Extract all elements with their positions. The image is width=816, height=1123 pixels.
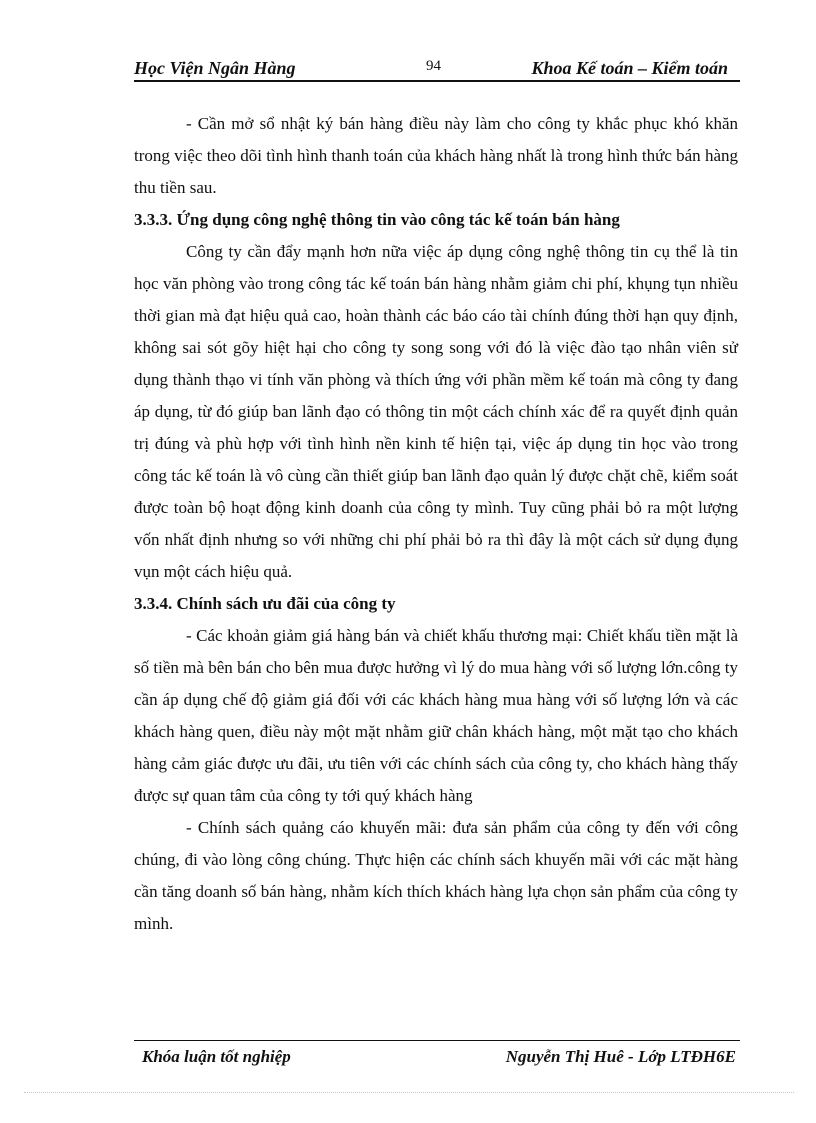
paragraph-promotions: - Chính sách quảng cáo khuyến mãi: đưa sản phẩm của công ty đến với công chúng, đi vào lòng công chúng. Thực hiện các chính sách khuyến mãi với các mặt hàng cần tăng doanh số bán hàng, nhằm kích thích khách hàng lựa chọn sản phẩm của công ty mình. [134,818,738,933]
section-heading-3-3-3: 3.3.3. Ứng dụng công nghệ thông tin vào công tác kế toán bán hàng [134,210,620,229]
page-body [134,108,738,940]
header-institution: Học Viện Ngân Hàng [134,58,296,78]
paragraph-it-application: Công ty cần đẩy mạnh hơn nữa việc áp dụng công nghệ thông tin cụ thể là tin học văn phòng vào trong công tác kế toán bán hàng nhằm giảm chi phí, khụng tụn nhiều thời gian mà đạt hiệu quả cao, hoàn thành các báo cáo tài chính đúng thời hạn quy định, không sai sót gõy hiệt hại cho công ty song song với đó là việc đào tạo nhân viên sử dụng thành thạo vi tính văn phòng và thích ứng với phần mềm kế toán mà công ty đang áp dụng, từ đó giúp ban lãnh đạo có thông tin một cách chính xác để ra quyết định quản trị đúng và phù hợp với tình hình nền kinh tế hiện tại, việc áp dụng tin học vào trong công tác kế toán là vô cùng cần thiết giúp ban lãnh đạo quản lý được chặt chẽ, kiểm soát được toàn bộ hoạt động kinh doanh của công ty mình. Tuy cũng phải bỏ ra một lượng vốn nhất định nhưng so với những chi phí phải bỏ ra thì đây là một cách sử dụng đụng vụn một cách hiệu quả. [134,242,738,581]
page-footer [134,1040,740,1071]
footer-thesis-label: Khóa luận tốt nghiệp [142,1047,291,1066]
page-header [134,56,740,82]
footer-author: Nguyễn Thị Huê - Lớp LTĐH6E [505,1047,736,1066]
header-department: Khoa Kế toán – Kiểm toán [531,58,728,78]
page-bottom-divider [24,1092,794,1093]
page-number: 94 [426,58,441,74]
paragraph-sales-journal: - Cần mở sổ nhật ký bán hàng điều này làm cho công ty khắc phục khó khăn trong việc theo dõi tình hình thanh toán của khách hàng nhất là trong hình thức bán hàng thu tiền sau. [134,114,738,197]
section-heading-3-3-4: 3.3.4. Chính sách ưu đãi của công ty [134,594,396,613]
paragraph-discounts: - Các khoản giảm giá hàng bán và chiết khấu thương mại: Chiết khấu tiền mặt là số tiền mà bên bán cho bên mua được hưởng vì lý do mua hàng với số lượng lớn.công ty cần áp dụng chế độ giảm giá đối với các khách hàng mua hàng với số lượng lớn và các khách hàng quen, điều này một mặt nhằm giữ chân khách hàng, một mặt tạo cho khách hàng cảm giác được ưu đãi, ưu tiên với các chính sách của công ty, cho khách hàng thấy được sự quan tâm của công ty tới quý khách hàng [134,626,738,805]
